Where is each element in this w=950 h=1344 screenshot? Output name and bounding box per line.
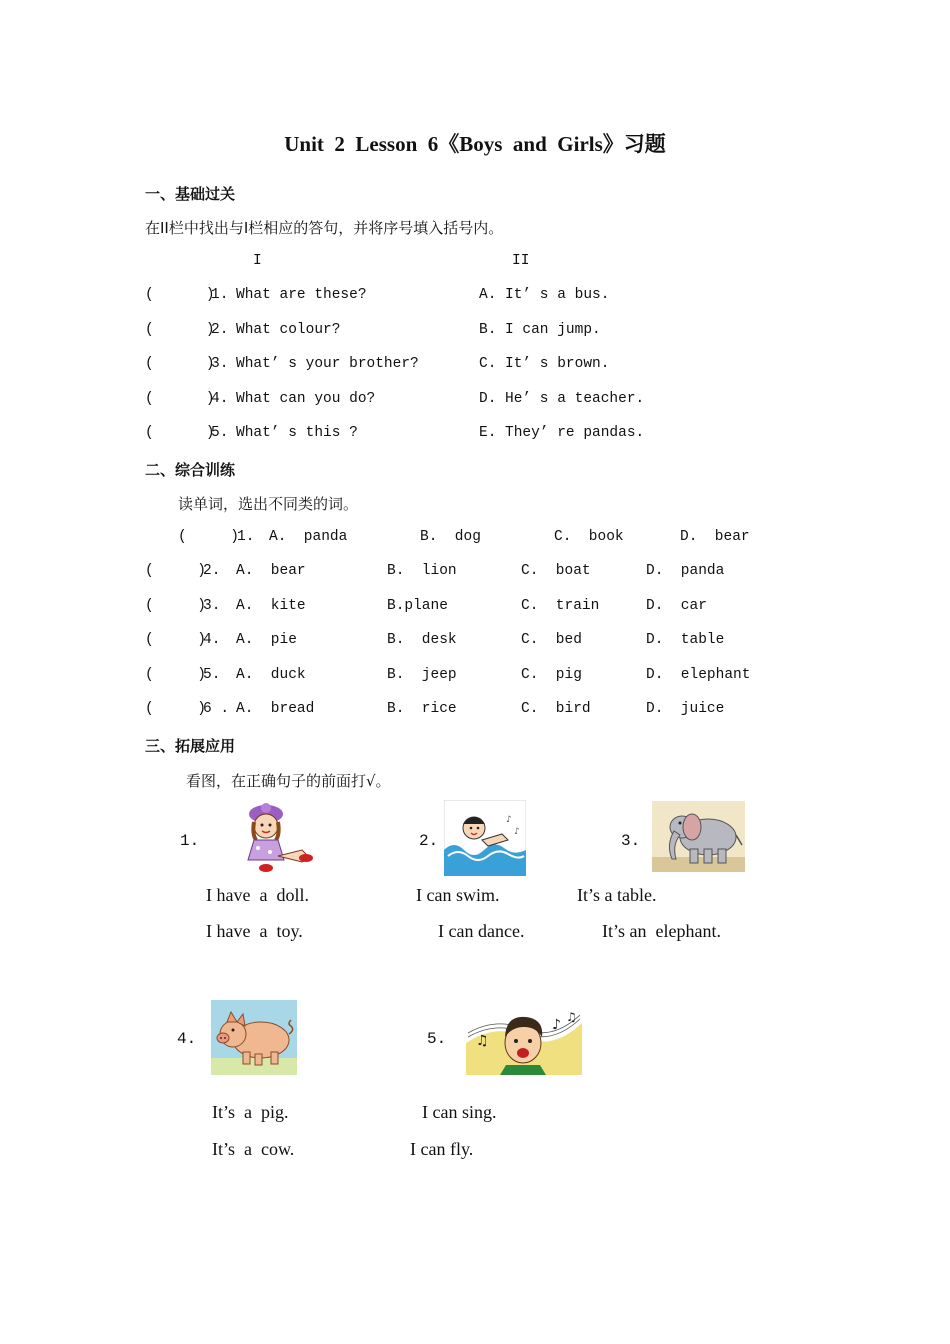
- option-d: D. table: [646, 632, 725, 648]
- question-number: 2.: [211, 322, 229, 338]
- question-number: 4.: [211, 391, 229, 407]
- question-text: What can you do?: [236, 391, 376, 407]
- option-a: A. duck: [236, 667, 306, 683]
- question-number: 3.: [203, 598, 221, 614]
- answer-blank[interactable]: ( ): [145, 632, 206, 648]
- answer-blank[interactable]: ( ): [145, 598, 206, 614]
- question-text: What are these?: [236, 287, 367, 303]
- answer-blank[interactable]: ( ): [145, 563, 206, 579]
- answer-text: He’ s a teacher.: [505, 391, 645, 407]
- answer-text: They’ re pandas.: [505, 425, 645, 441]
- option-a: A. kite: [236, 598, 306, 614]
- answer-text: I can jump.: [505, 322, 601, 338]
- page-title: Unit 2 Lesson 6《Boys and Girls》习题: [284, 132, 666, 156]
- section1-heading: 一、基础过关: [145, 185, 236, 203]
- question-number: 2.: [203, 563, 221, 579]
- sentence-option-1[interactable]: It’s a table.: [577, 885, 657, 905]
- question-text: What’ s your brother?: [236, 356, 419, 372]
- item-number: 3.: [621, 832, 641, 850]
- question-number: 5.: [211, 425, 229, 441]
- answer-blank[interactable]: ( ): [145, 667, 206, 683]
- option-a: A. bear: [236, 563, 306, 579]
- section3-heading: 三、拓展应用: [145, 737, 236, 755]
- question-number: 1.: [237, 529, 255, 545]
- option-a: A. pie: [236, 632, 297, 648]
- question-number: 4.: [203, 632, 221, 648]
- answer-letter: B.: [479, 322, 497, 338]
- answer-text: It’ s a bus.: [505, 287, 610, 303]
- option-c: C. train: [521, 598, 600, 614]
- option-b: B. desk: [387, 632, 457, 648]
- question-text: What’ s this ?: [236, 425, 358, 441]
- option-d: D. car: [646, 598, 707, 614]
- svg-text:♪: ♪: [552, 1017, 561, 1033]
- answer-blank[interactable]: ( ): [145, 322, 215, 338]
- sentence-option-2[interactable]: It’s a cow.: [212, 1139, 295, 1159]
- sentence-option-2[interactable]: I have a toy.: [206, 921, 303, 941]
- option-b: B.plane: [387, 598, 448, 614]
- answer-blank[interactable]: ( ): [145, 391, 215, 407]
- question-number: 5.: [203, 667, 221, 683]
- item-number: 4.: [177, 1030, 197, 1048]
- svg-text:♪: ♪: [506, 815, 512, 825]
- sentence-option-1[interactable]: I can swim.: [416, 885, 500, 905]
- answer-letter: C.: [479, 356, 497, 372]
- svg-text:♪: ♪: [514, 827, 520, 837]
- option-c: C. pig: [521, 667, 582, 683]
- sentence-option-1[interactable]: It’s a pig.: [212, 1102, 289, 1122]
- svg-text:♫: ♫: [566, 1010, 577, 1024]
- pig-picture: [211, 1000, 297, 1075]
- elephant-picture: [652, 801, 745, 872]
- option-b: B. dog: [420, 529, 481, 545]
- section2-instruction: 读单词，选出不同类的词。: [178, 495, 359, 513]
- swimming-boy-picture: [444, 800, 526, 876]
- singing-boy-picture: [466, 1003, 582, 1075]
- svg-text:♫: ♫: [476, 1033, 489, 1049]
- option-d: D. panda: [646, 563, 725, 579]
- question-number: 1.: [211, 287, 229, 303]
- sentence-option-2[interactable]: It’s an elephant.: [602, 921, 721, 941]
- sentence-option-1[interactable]: I can sing.: [422, 1102, 497, 1122]
- answer-blank[interactable]: ( ): [145, 287, 215, 303]
- sentence-option-1[interactable]: I have a doll.: [206, 885, 309, 905]
- option-d: D. juice: [646, 701, 725, 717]
- item-number: 2.: [419, 832, 439, 850]
- answer-blank[interactable]: ( ): [145, 356, 215, 372]
- option-b: B. rice: [387, 701, 457, 717]
- doll-girl-picture: [240, 800, 315, 876]
- option-a: A. bread: [236, 701, 315, 717]
- option-a: A. panda: [269, 529, 348, 545]
- question-text: What colour?: [236, 322, 341, 338]
- option-c: C. bed: [521, 632, 582, 648]
- answer-text: It’ s brown.: [505, 356, 610, 372]
- item-number: 5.: [427, 1030, 447, 1048]
- column-header-1: I: [253, 253, 262, 269]
- answer-letter: A.: [479, 287, 497, 303]
- option-d: D. bear: [680, 529, 750, 545]
- question-number: 6 .: [203, 701, 230, 717]
- option-c: C. book: [554, 529, 624, 545]
- option-d: D. elephant: [646, 667, 751, 683]
- option-c: C. boat: [521, 563, 591, 579]
- answer-blank[interactable]: ( ): [178, 529, 239, 545]
- item-number: 1.: [180, 832, 200, 850]
- option-c: C. bird: [521, 701, 591, 717]
- column-header-2: II: [512, 253, 530, 269]
- question-number: 3.: [211, 356, 229, 372]
- answer-blank[interactable]: ( ): [145, 425, 215, 441]
- answer-blank[interactable]: ( ): [145, 701, 206, 717]
- option-b: B. lion: [387, 563, 457, 579]
- answer-letter: E.: [479, 425, 497, 441]
- section1-instruction: 在II栏中找出与I栏相应的答句，并将序号填入括号内。: [145, 219, 504, 237]
- section2-heading: 二、综合训练: [145, 461, 236, 479]
- sentence-option-2[interactable]: I can fly.: [410, 1139, 474, 1159]
- answer-letter: D.: [479, 391, 497, 407]
- sentence-option-2[interactable]: I can dance.: [438, 921, 525, 941]
- option-b: B. jeep: [387, 667, 457, 683]
- section3-instruction: 看图，在正确句子的前面打√。: [186, 772, 391, 790]
